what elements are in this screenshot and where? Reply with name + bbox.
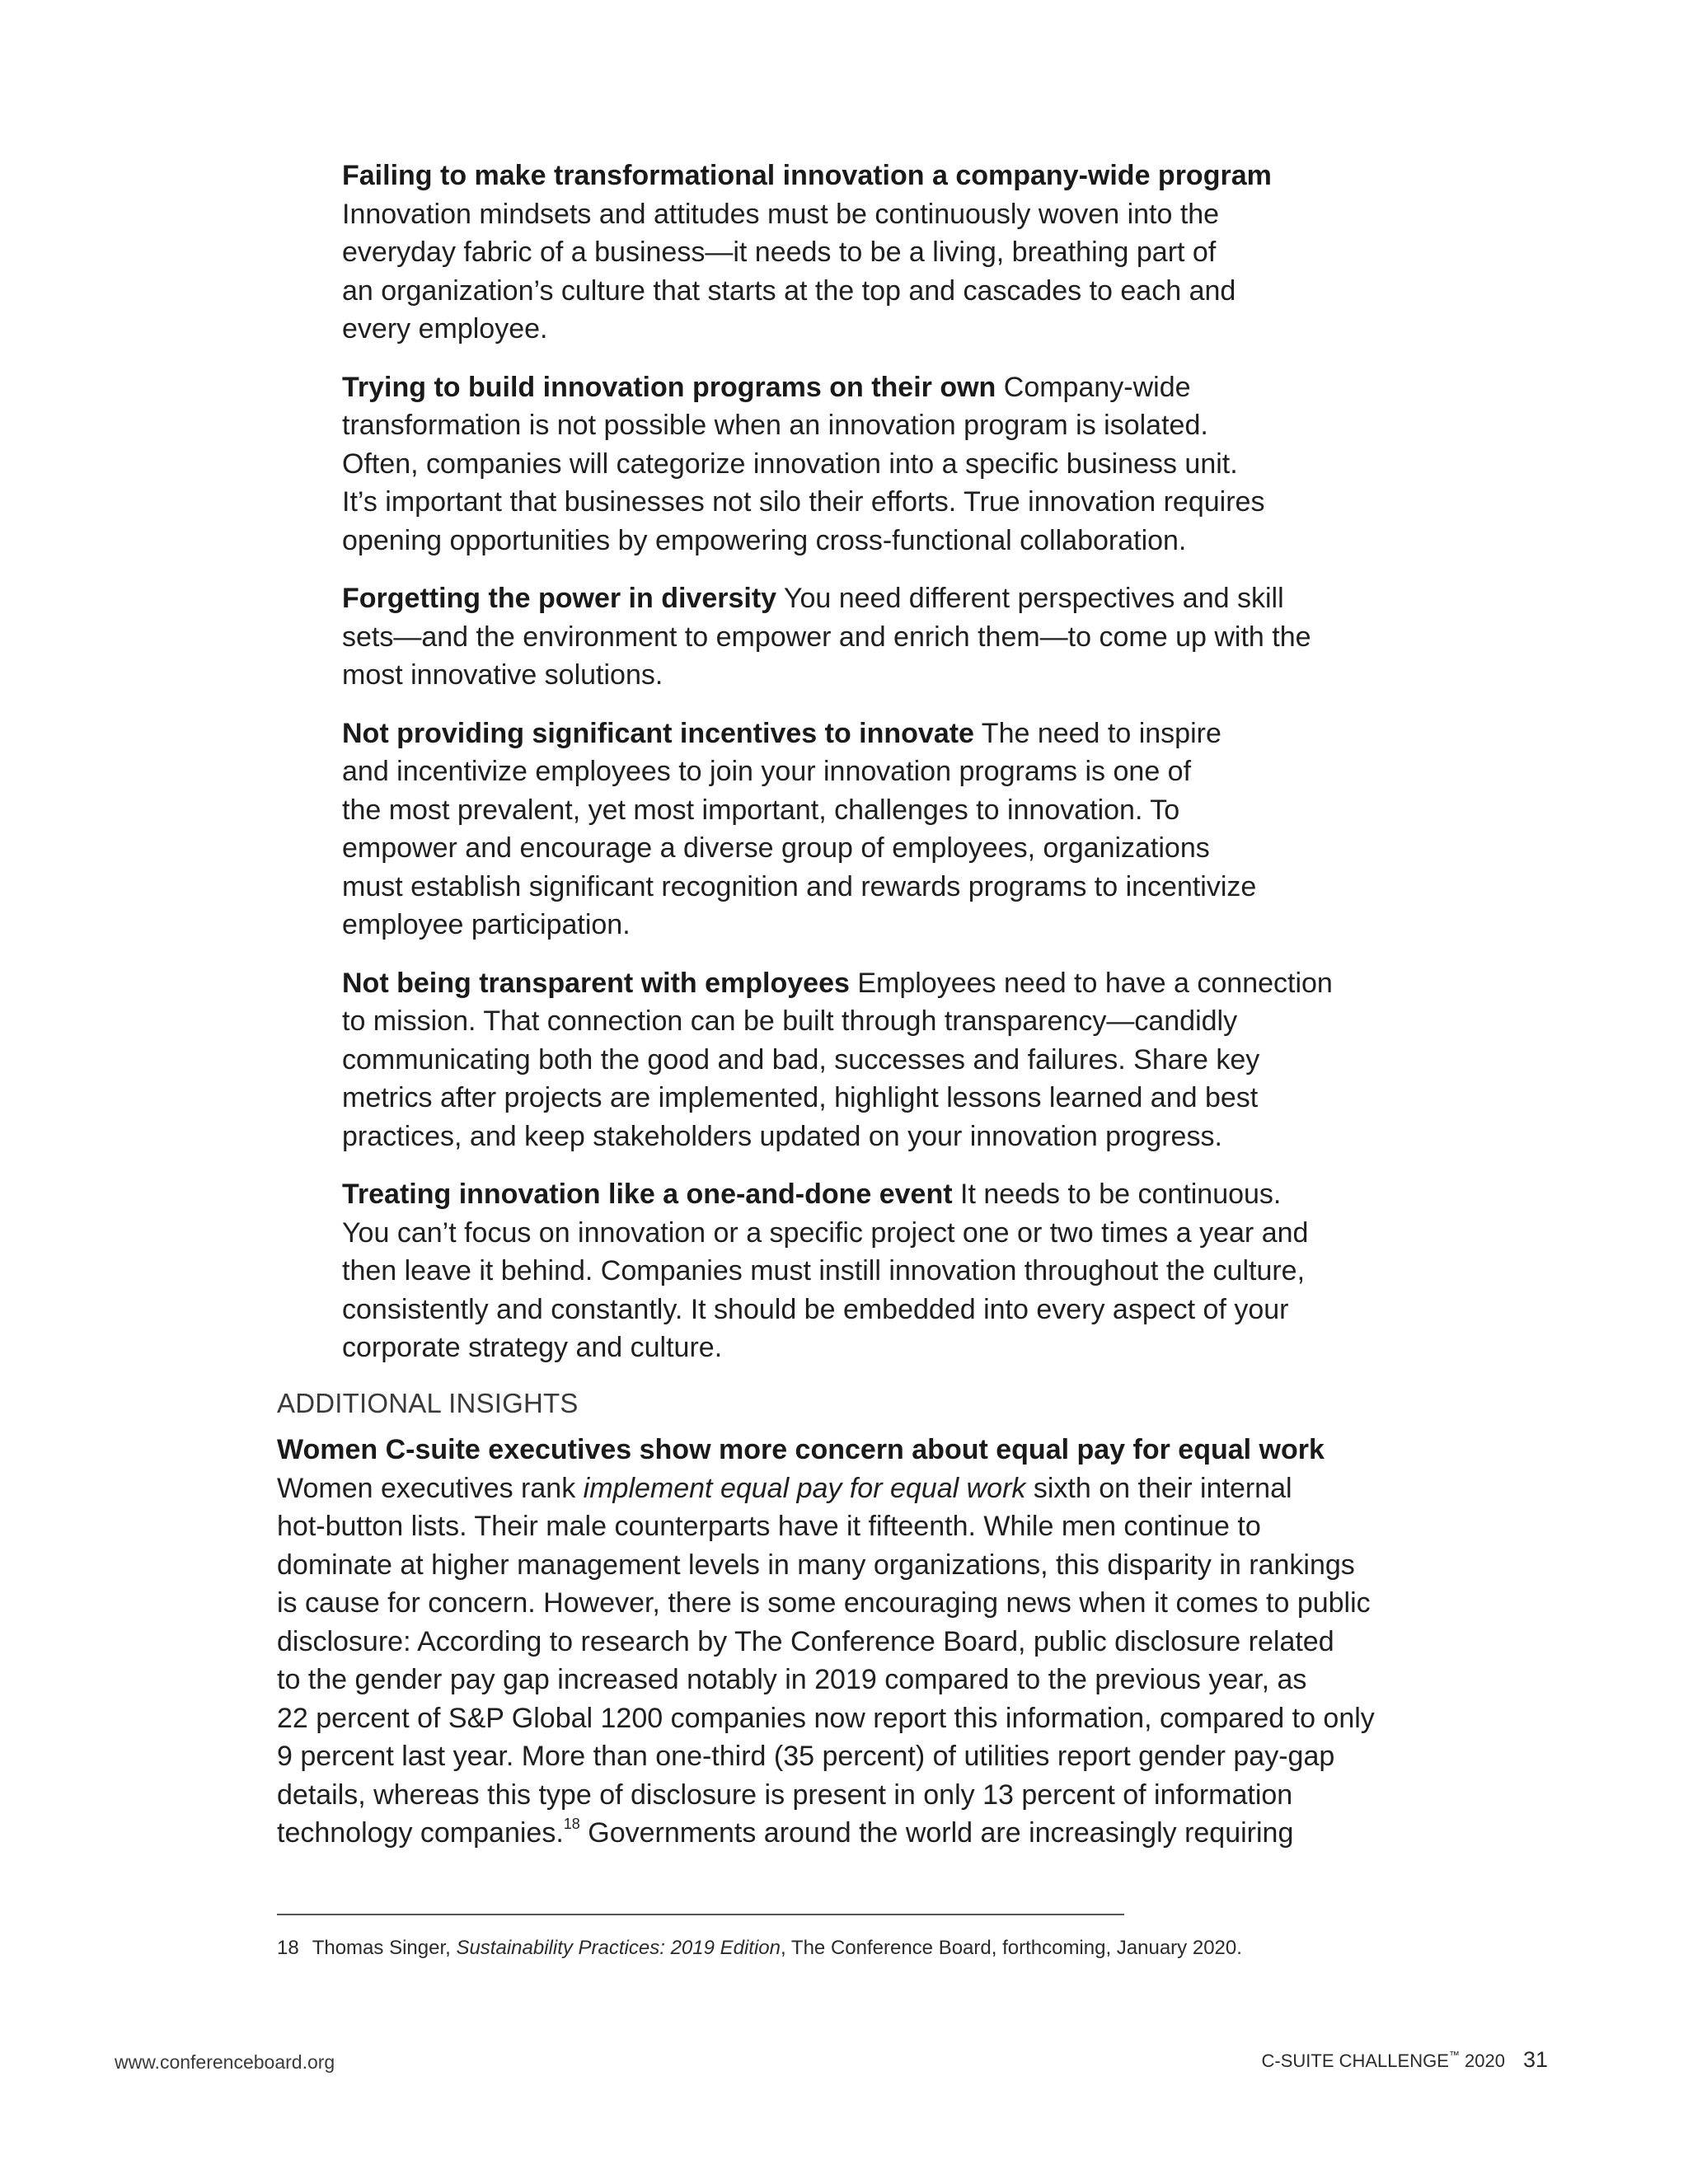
footer-publication: [1262, 2047, 1549, 2076]
challenge-title: Failing to make transformational innovation a company-wide program: [342, 160, 1272, 191]
page-number: 31: [1522, 2047, 1548, 2072]
challenge-item: Not being transparent with employees Employees need to have a connection to mission. That connection can be built through transparency—candidly communicating both the good and bad, successes and failures. Share key metrics after projects are implemented, highlight lessons learned and best practices, and keep stakeholders updated on your innovation progress.: [342, 967, 1333, 1152]
challenge-list: [342, 157, 1430, 1387]
footer-url[interactable]: www.conferenceboard.org: [115, 2051, 335, 2073]
section-heading: ADDITIONAL INSIGHTS: [277, 1388, 579, 1418]
challenge-item: Not providing significant incentives to innovate The need to inspire and incentivize employees to join your innovation programs is one of the most prevalent, yet most important, challenges to innovation. To empower and encourage a diverse group of employees, organizations must establish significant recognition and rewards programs to incentivize employee participation.: [342, 717, 1257, 940]
challenge-title: Trying to build innovation programs on their own: [342, 371, 996, 403]
footnote-title: Sustainability Practices: 2019 Edition: [456, 1937, 781, 1959]
insight-paragraph: Women C-suite executives show more concern about equal pay for equal work Women executives rank implement equal pay for equal work sixth on their internal hot-button lists. Their male counterparts have it fifteenth. While men continue to dominate at higher management levels in many organizations, this disparity in rankings is cause for concern. However, there is some encouraging news when it comes to public disclosure: According to research by The Conference Board, public disclosure related to the gender pay gap increased notably in 2019 compared to the previous year, as 22 percent of S&P Global 1200 companies now report this information, compared to only 9 percent last year. More than one-third (35 percent) of utilities report gender pay-gap details, whereas this type of disclosure is present in only 13 percent of information technology companies.$^{18}$ Governments around the world are increasingly requiring: [277, 1431, 1431, 1853]
challenge-item: Forgetting the power in diversity You need different perspectives and skill sets—and the environment to empower and enrich them—to come up with the most innovative solutions.: [342, 583, 1311, 691]
challenge-title: Treating innovation like a one-and-done event: [342, 1179, 953, 1210]
footnote-number: 18: [277, 1937, 299, 1959]
publication-year: 2020: [1459, 2050, 1505, 2071]
challenge-title: Not being transparent with employees: [342, 967, 850, 999]
footnote-reference[interactable]: 18: [563, 1815, 580, 1832]
insight-title: Women C-suite executives show more concern about equal pay for equal work: [277, 1434, 1325, 1465]
trademark-mark: ™: [1448, 2049, 1460, 2061]
challenge-item: Trying to build innovation programs on their own Company-wide transformation is not possible when an innovation program is isolated. Often, companies will categorize innovation into a specific business unit. It’s important that businesses not silo their efforts. True innovation requires opening opportunities by empowering cross-functional collaboration.: [342, 371, 1265, 556]
footnote-divider: [277, 1914, 1124, 1915]
italic-phrase: implement equal pay for equal work: [583, 1472, 1026, 1504]
publication-name: C-SUITE CHALLENGE: [1261, 2050, 1449, 2071]
challenge-title: Forgetting the power in diversity: [342, 583, 777, 614]
challenge-item: Failing to make transformational innovation a company-wide program Innovation mindsets and attitudes must be continuously woven into the everyday fabric of a business—it needs to be a living, breathing part of an organization’s culture that starts at the top and cascades to each and every employee.: [342, 160, 1272, 344]
footnote: 18 Thomas Singer, Sustainability Practices: 2019 Edition, The Conference Board, forthcoming, January 2020.: [277, 1937, 1242, 1959]
challenge-item: Treating innovation like a one-and-done event It needs to be continuous. You can’t focus on innovation or a specific project one or two times a year and then leave it behind. Companies must instill innovation throughout the culture, consistently and constantly. It should be embedded into every aspect of your corporate strategy and culture.: [342, 1179, 1309, 1363]
challenge-title: Not providing significant incentives to innovate: [342, 717, 974, 749]
additional-insights-section: [277, 1385, 1431, 1853]
